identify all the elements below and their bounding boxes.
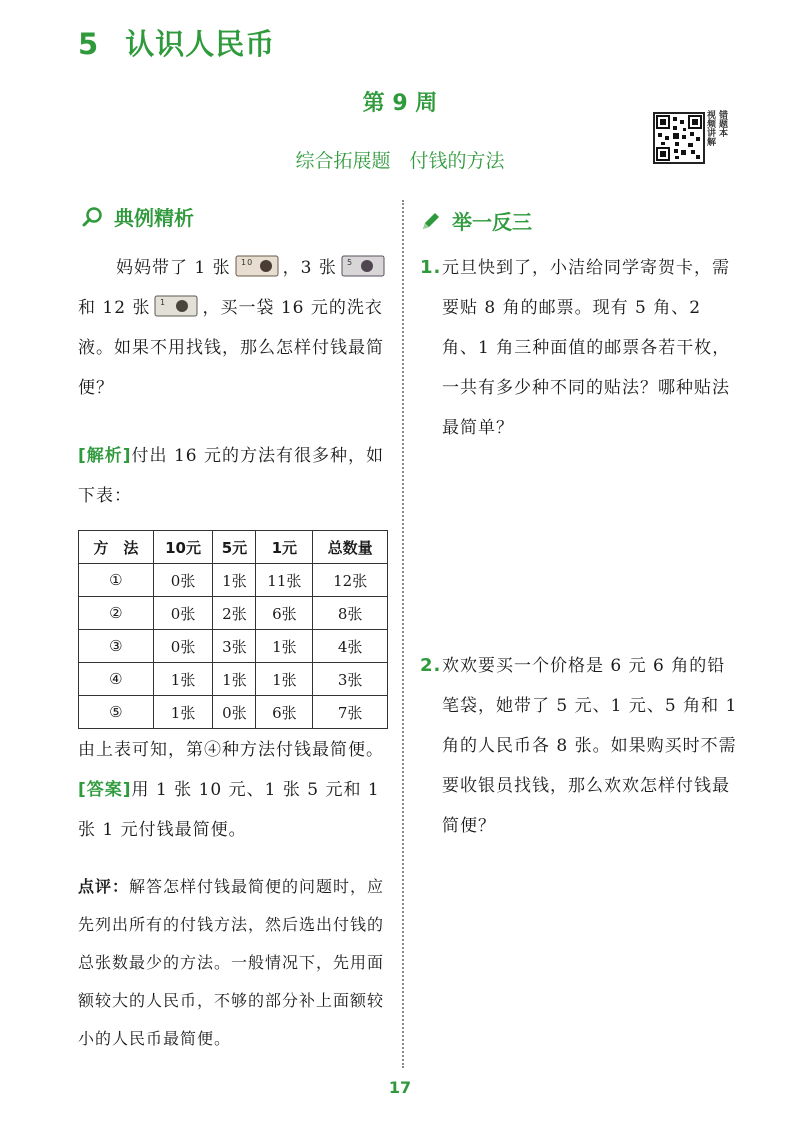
payment-methods-table bbox=[78, 530, 388, 729]
table-cell: 2张 bbox=[213, 597, 256, 630]
table-cell: 1张 bbox=[153, 663, 213, 696]
table-cell: 1张 bbox=[153, 696, 213, 729]
practice-section-title: 举一反三 bbox=[452, 210, 532, 234]
unit-number: 5 bbox=[78, 27, 100, 61]
answer-tag: [答案] bbox=[78, 780, 132, 800]
table-cell: 0张 bbox=[213, 696, 256, 729]
table-cell: 1张 bbox=[256, 630, 313, 663]
banknote-ten-value: 10 bbox=[240, 258, 253, 267]
example-problem bbox=[78, 248, 392, 408]
comment bbox=[78, 868, 392, 1058]
table-cell: 1张 bbox=[213, 564, 256, 597]
problem-part-2: ，3 张 bbox=[282, 258, 337, 278]
header-method: 方 法 bbox=[79, 531, 154, 564]
table-cell: ⑤ bbox=[79, 696, 154, 729]
table-header-row bbox=[79, 531, 388, 564]
banknote-ten-icon bbox=[235, 253, 279, 279]
qr-caption-wrongbook: 错题本 bbox=[717, 110, 727, 137]
table-row bbox=[79, 663, 388, 696]
question-text: 欢欢要买一个价格是 6 元 6 角的铅笔袋，她带了 5 元、1 元、5 角和 1 角的人民币各 8 张。如果购买时不需要收银员找钱，那么欢欢怎样付钱最简便？ bbox=[442, 656, 738, 836]
banknote-one-value: 1 bbox=[160, 298, 167, 307]
question-number: 1. bbox=[420, 257, 442, 278]
example-section-header bbox=[82, 202, 194, 231]
table-cell: 4张 bbox=[313, 630, 388, 663]
table-cell: ② bbox=[79, 597, 154, 630]
unit-title bbox=[78, 22, 275, 63]
example-section-title: 典例精析 bbox=[114, 206, 194, 230]
comment-tag: 点评： bbox=[78, 877, 130, 896]
analysis-text: 付出 16 元的方法有很多种，如下表： bbox=[78, 446, 384, 506]
qr-caption-video: 视频讲解 bbox=[705, 110, 715, 146]
week-title: 第 9 周 bbox=[362, 91, 438, 116]
table-cell: ③ bbox=[79, 630, 154, 663]
problem-part-3: 和 12 张 bbox=[78, 298, 151, 318]
qr-pattern bbox=[655, 114, 703, 162]
table-cell: 3张 bbox=[213, 630, 256, 663]
table-cell: 12张 bbox=[313, 564, 388, 597]
magnifier-icon bbox=[82, 206, 104, 228]
table-cell: 0张 bbox=[153, 630, 213, 663]
table-cell: 8张 bbox=[313, 597, 388, 630]
table-cell: 3张 bbox=[313, 663, 388, 696]
banknote-one-icon bbox=[154, 293, 198, 319]
answer-text: 用 1 张 10 元、1 张 5 元和 1 张 1 元付钱最简便。 bbox=[78, 780, 380, 840]
header-ten-yuan: 10元 bbox=[153, 531, 213, 564]
table-cell: 1张 bbox=[213, 663, 256, 696]
analysis bbox=[78, 436, 392, 516]
header-total: 总数量 bbox=[313, 531, 388, 564]
pencil-icon bbox=[420, 210, 442, 232]
conclusion: 由上表可知，第④种方法付钱最简便。 bbox=[78, 740, 384, 760]
analysis-tag: [解析] bbox=[78, 446, 132, 466]
conclusion-and-answer bbox=[78, 730, 392, 850]
table-cell: 11张 bbox=[256, 564, 313, 597]
banknote-five-icon bbox=[341, 253, 385, 279]
table-cell: 0张 bbox=[153, 564, 213, 597]
practice-section-header bbox=[420, 206, 532, 235]
column-divider bbox=[402, 200, 404, 1068]
table-row bbox=[79, 597, 388, 630]
problem-part-1: 妈妈带了 1 张 bbox=[116, 258, 231, 278]
table-cell: 0张 bbox=[153, 597, 213, 630]
banknote-five-value: 5 bbox=[346, 258, 353, 267]
table-row bbox=[79, 630, 388, 663]
table-cell: 1张 bbox=[256, 663, 313, 696]
page-subtitle: 综合拓展题 付钱的方法 bbox=[295, 150, 505, 172]
header-five-yuan: 5元 bbox=[213, 531, 256, 564]
qr-code-icon[interactable] bbox=[653, 112, 705, 164]
answer bbox=[78, 770, 392, 850]
question-number: 2. bbox=[420, 655, 442, 676]
header-one-yuan: 1元 bbox=[256, 531, 313, 564]
question-text: 元旦快到了，小洁给同学寄贺卡，需要贴 8 角的邮票。现有 5 角、2 角、1 角三种面值的邮票各若干枚，一共有多少种不同的贴法？哪种贴法最简单？ bbox=[442, 258, 731, 438]
table-cell: ④ bbox=[79, 663, 154, 696]
page-number: 17 bbox=[388, 1078, 412, 1097]
table-row bbox=[79, 696, 388, 729]
problem-part-4: ，买一袋 16 元的洗衣液。如果不用找钱，那么怎样付钱最简便？ bbox=[78, 298, 384, 398]
unit-name: 认识人民币 bbox=[125, 27, 276, 61]
practice-question-2 bbox=[420, 646, 740, 846]
table-cell: 7张 bbox=[313, 696, 388, 729]
qr-caption bbox=[704, 110, 734, 166]
table-cell: 6张 bbox=[256, 696, 313, 729]
table-cell: ① bbox=[79, 564, 154, 597]
table-row bbox=[79, 564, 388, 597]
comment-text: 解答怎样付钱最简便的问题时，应先列出所有的付钱方法，然后选出付钱的总张数最少的方法。一般情况下，先用面额较大的人民币，不够的部分补上面额较小的人民币最简便。 bbox=[78, 877, 385, 1048]
table-cell: 6张 bbox=[256, 597, 313, 630]
practice-question-1 bbox=[420, 248, 740, 448]
